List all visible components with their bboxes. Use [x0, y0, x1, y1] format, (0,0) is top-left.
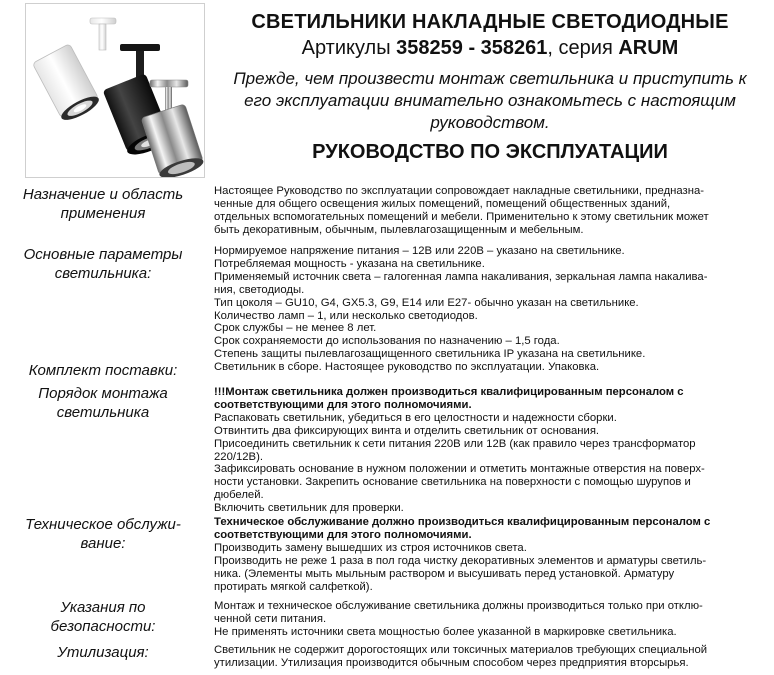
- text-line: утилизации. Утилизация производится обычным способом через предприятия вторсырья.: [214, 656, 689, 669]
- text-line: Количество ламп – 1, или несколько светодиодов.: [214, 309, 478, 322]
- warning-line: !!!Монтаж светильника должен производиться квалифицированным персоналом с: [214, 386, 684, 398]
- text-line: дюбелей.: [214, 489, 264, 502]
- section-label: Порядок монтажа светильника: [38, 385, 168, 421]
- text-line: Светильник в сборе. Настоящее руководство по эксплуатации. Упаковка.: [214, 361, 600, 373]
- section-content: [214, 600, 759, 639]
- articles-prefix: Артикулы: [301, 37, 397, 59]
- text-line: 220/12В).: [214, 450, 263, 463]
- text-line: Тип цоколя – GU10, G4, GX5.3, G9, E14 или E27- обычно указан на светильнике.: [214, 296, 639, 309]
- series-name: ARUM: [618, 37, 679, 59]
- section-label: Утилизация:: [57, 644, 149, 661]
- text-line: Не применять источники света мощностью более указанной в маркировке светильника.: [214, 625, 677, 638]
- warning-line: Техническое обслуживание должно производиться квалифицированным персоналом с: [214, 516, 711, 528]
- text-line: ника. (Элементы мыть мыльным раствором и высушивать перед установкой. Арматуру: [214, 567, 675, 580]
- text-line: Отвинтить два фиксирующих винта и отделить светильник от основания.: [214, 424, 600, 437]
- text-line: Включить светильник для проверки.: [214, 502, 404, 515]
- text-line: Срок сохраняемости до использования по назначению – 1,5 года.: [214, 335, 560, 348]
- section-label: Техническое обслужи-вание:: [25, 516, 181, 552]
- document-header: [210, 0, 770, 164]
- text-line: Степень защиты пылевлагозащищенного светильника IP указана на светильнике.: [214, 348, 646, 361]
- text-line: ченные для общего освещения жилых помещений, помещений общественных зданий,: [214, 197, 671, 210]
- document-title: СВЕТИЛЬНИКИ НАКЛАДНЫЕ СВЕТОДИОДНЫЕ: [251, 11, 729, 33]
- section-content: [214, 185, 759, 237]
- intro-text: Прежде, чем произвести монтаж светильника и приступить к его эксплуатации внимательно ознакомьтесь с настоящим руководством.: [233, 69, 747, 132]
- text-line: Срок службы – не менее 8 лет.: [214, 322, 377, 335]
- text-line: отдельных вспомогательных помещений и мебели. Применительно к этому светильник может: [214, 210, 709, 223]
- luminaires-illustration: [26, 4, 204, 177]
- section-content: [214, 361, 759, 374]
- manual-title: РУКОВОДСТВО ПО ЭКСПЛУАТАЦИИ: [312, 141, 668, 163]
- section-content: [214, 644, 759, 670]
- text-line: Производить не реже 1 раза в пол года чистку декоративных элементов и арматуры светиль-: [214, 554, 707, 567]
- document-subtitle: [210, 36, 770, 60]
- text-line: Настоящее Руководство по эксплуатации сопровождает накладные светильники, предназна-: [214, 185, 705, 197]
- series-prefix: , серия: [547, 37, 619, 59]
- text-line: ния, светодиоды.: [214, 283, 305, 296]
- product-photo: [25, 3, 205, 178]
- section-content: [214, 245, 759, 361]
- text-line: ности установки. Закрепить основание светильника на поверхности с помощью шурупов и: [214, 476, 691, 489]
- section-label: Комплект поставки:: [28, 362, 178, 379]
- text-line: ченной сети питания.: [214, 612, 327, 625]
- text-line: Производить замену вышедших из строя источников света.: [214, 541, 527, 554]
- text-line: Потребляемая мощность - указана на светильнике.: [214, 257, 485, 270]
- section-label: Указания по безопасности:: [50, 599, 156, 635]
- article-range: 358259 - 358261: [396, 37, 548, 59]
- text-line: Монтаж и техническое обслуживание светильника должны производиться только при отклю-: [214, 600, 703, 612]
- text-line: Зафиксировать основание в нужном положении и отметить монтажные отверстия на поверх-: [214, 463, 705, 476]
- text-line: Применяемый источник света – галогенная лампа накаливания, зеркальная лампа накалива-: [214, 270, 708, 283]
- text-line: Нормируемое напряжение питания – 12В или 220В – указано на светильнике.: [214, 245, 625, 257]
- text-line: Распаковать светильник, убедиться в его целостности и надежности сборки.: [214, 411, 617, 424]
- text-line: быть декоративным, обычным, пылевлагозащищенным и мебельным.: [214, 223, 584, 236]
- warning-line: соответствующими для этого полномочиями.: [214, 528, 472, 541]
- white-luminaire: [32, 18, 116, 124]
- warning-line: соответствующими для этого полномочиями.: [214, 398, 472, 411]
- text-line: протирать мягкой салфеткой).: [214, 580, 373, 593]
- section-label: Основные параметры светильника:: [23, 246, 183, 282]
- section-content: [214, 516, 759, 593]
- section-label: Назначение и область применения: [22, 186, 184, 222]
- text-line: Светильник не содержит дорогостоящих или токсичных материалов требующих специальной: [214, 644, 708, 656]
- text-line: Присоединить светильник к сети питания 220В или 12В (как правило через трансформатор: [214, 437, 696, 450]
- section-content: [214, 386, 759, 515]
